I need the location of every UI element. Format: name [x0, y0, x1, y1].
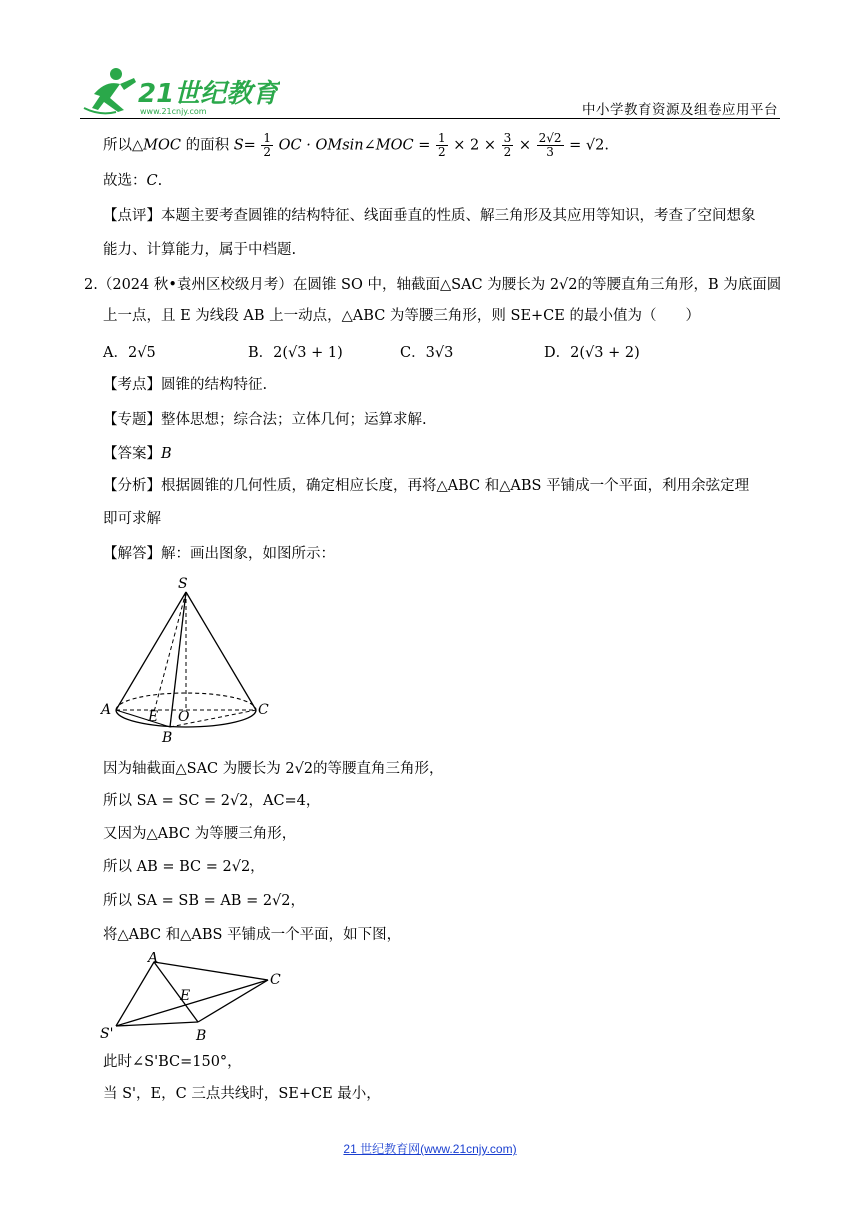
step-6: 将△ABC 和△ABS 平铺成一个平面，如下图，: [103, 927, 402, 943]
answer: 【答案】B: [103, 446, 172, 462]
label-o: O: [178, 709, 190, 725]
fraction: $\frac{1}{2}$: [437, 131, 446, 159]
kaodian: 【考点】圆锥的结构特征.: [103, 377, 268, 393]
question-2-line-2: 上一点，且 E 为线段 AB 上一动点，△ABC 为等腰三角形，则 SE+CE 的最小值为（ ）: [103, 308, 700, 324]
footer-link[interactable]: 21 世纪教育网(www.21cnjy.com): [343, 1142, 517, 1156]
label-s-prime: S': [100, 1026, 114, 1042]
label-a: A: [148, 952, 159, 966]
fraction: $\frac{1}{2}$: [263, 131, 272, 159]
comment-line-2: 能力、计算能力，属于中档题.: [103, 242, 297, 258]
label-b: B: [196, 1028, 207, 1044]
collinear-line: 当 S'，E，C 三点共线时，SE+CE 最小，: [103, 1086, 381, 1102]
comment-line-1: 【点评】本题主要考查圆锥的结构特征、线面垂直的性质、解三角形及其应用等知识，考查了空间想象: [103, 208, 756, 224]
option-b[interactable]: B．2(√3 + 1): [248, 345, 343, 361]
logo-url: www.21cnjy.com: [140, 107, 207, 116]
cone-figure: [98, 574, 278, 746]
option-d[interactable]: D．2(√3 + 2): [544, 345, 640, 361]
footer: [0, 1140, 860, 1157]
label-c: C: [270, 972, 281, 988]
logo: [80, 64, 280, 118]
runner-icon: [84, 68, 136, 113]
platform-title: 中小学教育资源及组卷应用平台: [582, 102, 778, 118]
question-2-line-1: 2.（2024 秋•袁州区校级月考）在圆锥 SO 中，轴截面△SAC 为腰长为 2√2的等腰直角三角形，B 为底面圆: [84, 277, 782, 293]
option-a[interactable]: A．2√5: [103, 345, 156, 361]
fraction: $\frac{2√2}{3}$: [538, 131, 562, 159]
analysis-line-2: 即可求解: [103, 511, 161, 527]
step-1: 因为轴截面△SAC 为腰长为 2√2的等腰直角三角形，: [103, 761, 444, 777]
label-a: A: [101, 702, 112, 718]
label-e: E: [148, 709, 159, 725]
step-4: 所以 AB = BC = 2√2，: [103, 859, 265, 875]
logo-text: 21世纪教育: [138, 79, 279, 109]
solution-intro: 【解答】解：画出图象，如图所示：: [103, 546, 335, 562]
flattened-figure: [100, 952, 286, 1044]
fraction: $\frac{3}{2}$: [503, 131, 512, 159]
step-3: 又因为△ABC 为等腰三角形，: [103, 826, 297, 842]
page-header: [80, 64, 780, 119]
step-2: 所以 SA = SC = 2√2，AC=4，: [103, 793, 321, 809]
zhuanti: 【专题】整体思想；综合法；立体几何；运算求解.: [103, 412, 427, 428]
choice-line: 故选：C.: [103, 173, 163, 189]
label-c: C: [258, 702, 269, 718]
option-c[interactable]: C．3√3: [400, 345, 454, 361]
step-5: 所以 SA = SB = AB = 2√2，: [103, 893, 306, 909]
analysis-line-1: 【分析】根据圆锥的几何性质，确定相应长度，再将△ABC 和△ABS 平铺成一个平面，利用余弦定理: [103, 478, 750, 494]
label-e: E: [180, 988, 191, 1004]
area-formula: 所以△MOC 的面积 S= $\frac{1}{2}$ OC · OMsin∠MOC = $\frac{1}{2}$ × 2 × $\frac{3}{2}$ × $\frac{2√2}{3}$ = √2.: [103, 131, 609, 159]
label-b: B: [162, 730, 173, 746]
angle-line: 此时∠S'BC=150°，: [103, 1054, 242, 1070]
label-s: S: [178, 576, 188, 592]
